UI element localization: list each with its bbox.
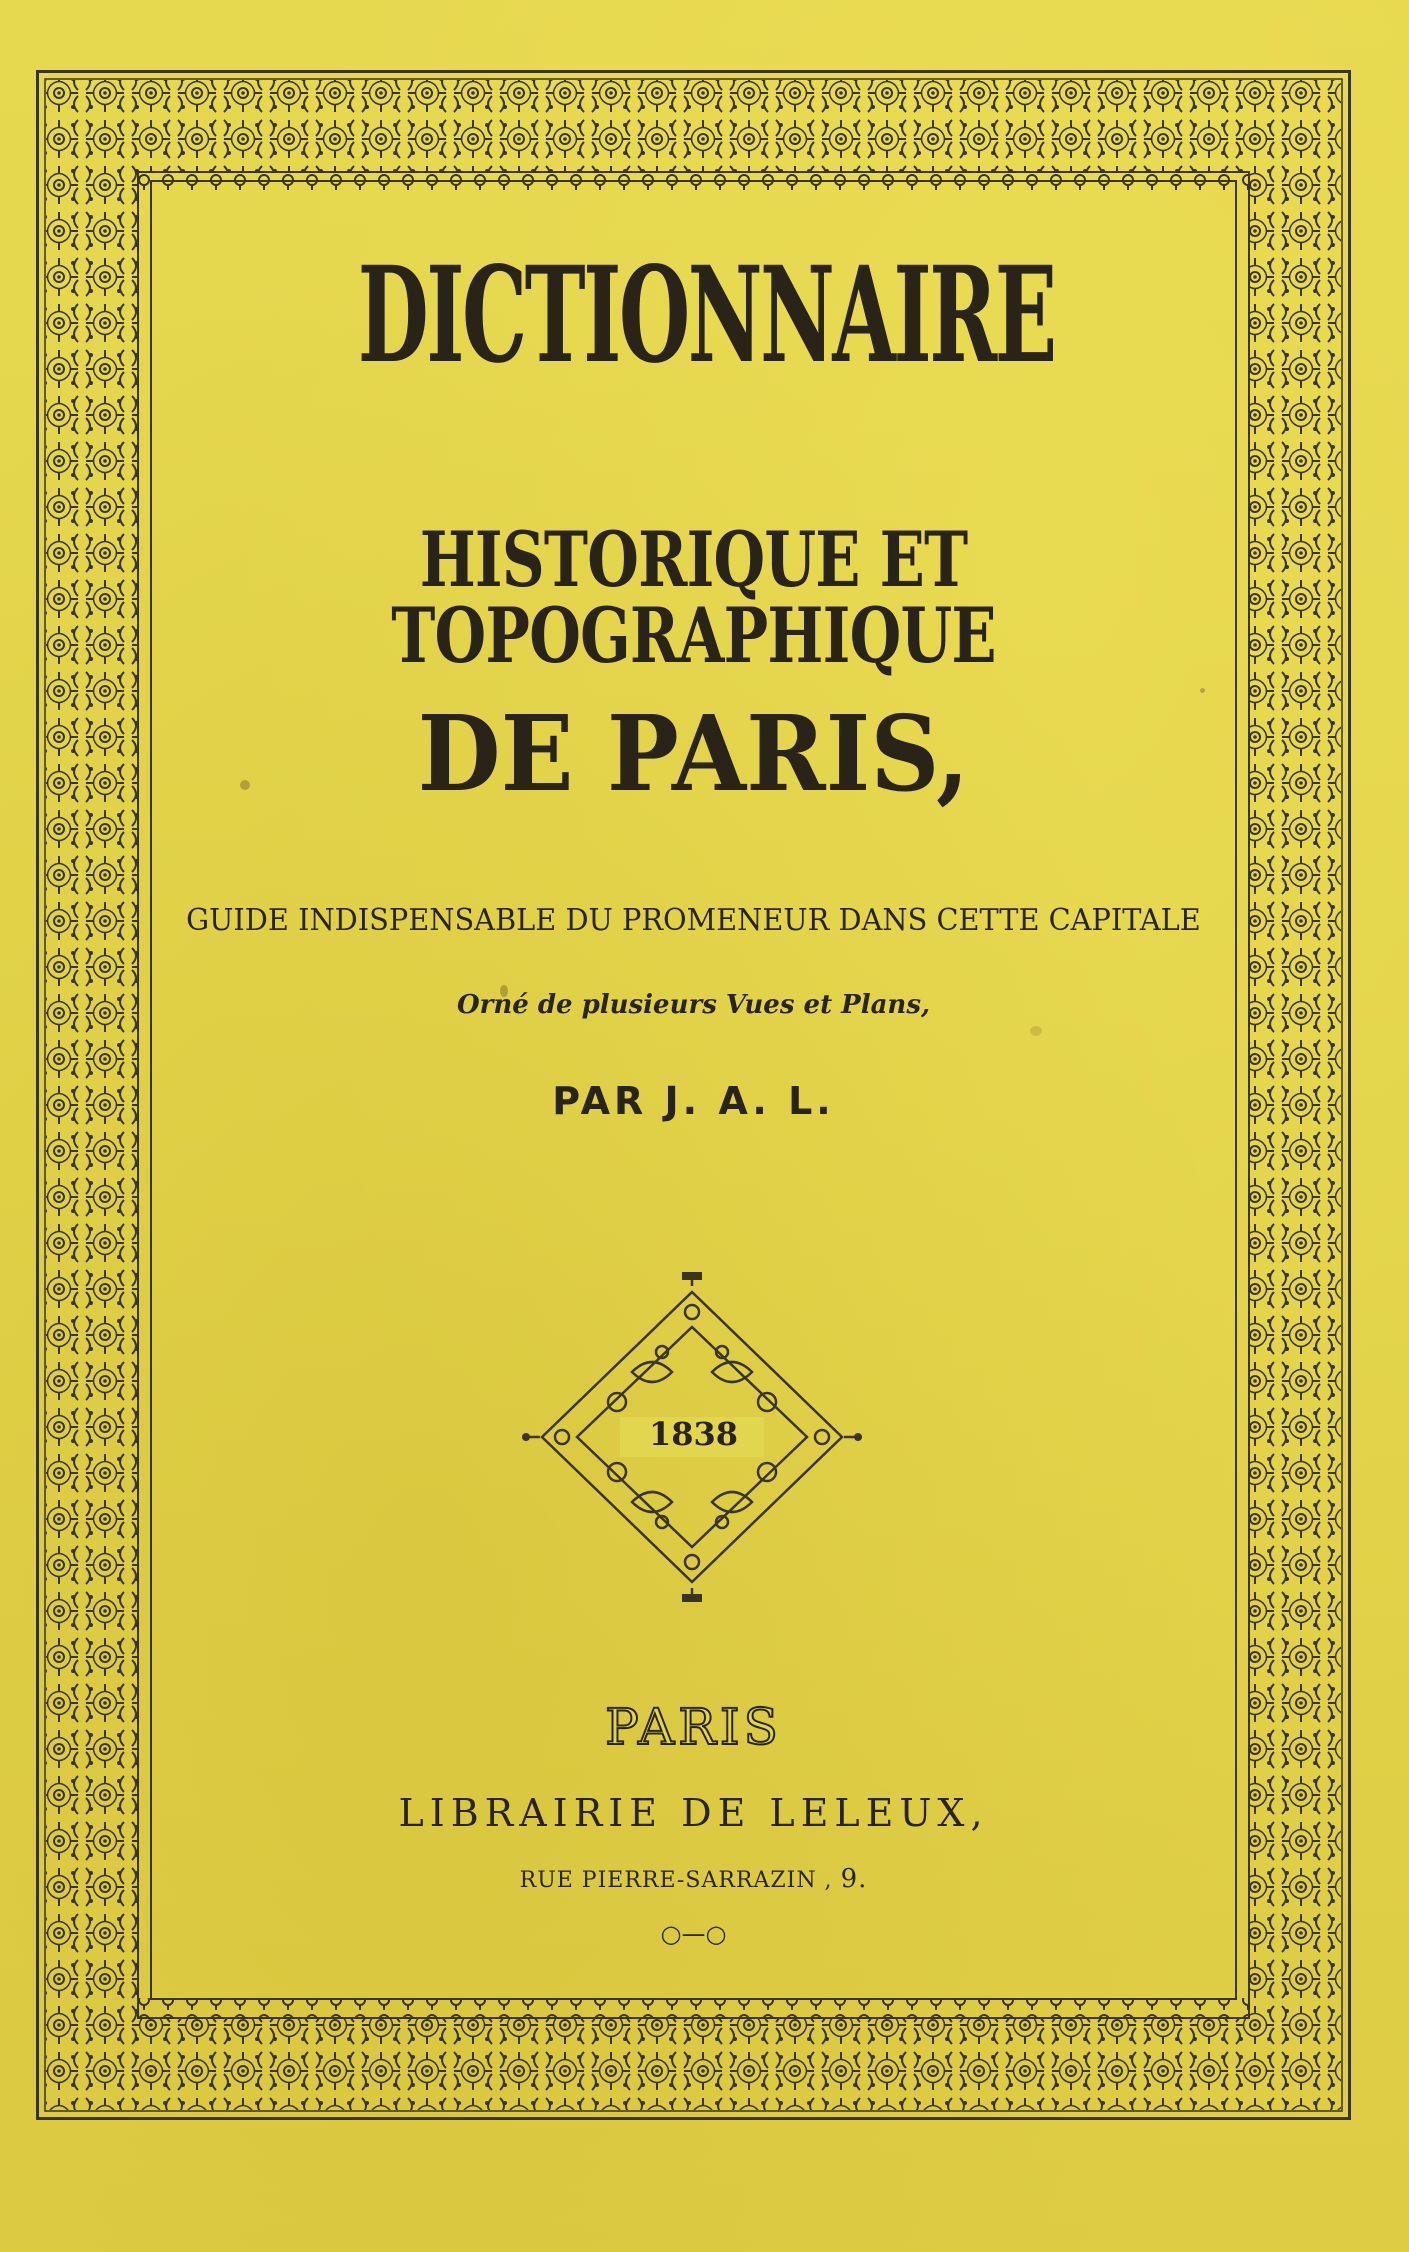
address-street: RUE PIERRE-SARRAZIN , [519,1868,833,1893]
guide-line: GUIDE INDISPENSABLE DU PROMENEUR DANS CETTE CAPITALE [186,903,1201,938]
ornate-line: Orné de plusieurs Vues et Plans, [456,990,931,1020]
author-line: PAR J. A. L. [552,1079,835,1123]
imprint-city: PARIS [605,1698,782,1756]
title-page-content [152,182,1235,1998]
title-main: DICTIONNAIRE [357,238,1055,393]
tail-ornament: ○—○ [660,1920,727,1948]
title-subtitle: HISTORIQUE ET TOPOGRAPHIQUE [391,515,996,680]
title-place: DE PARIS, [417,692,970,815]
address-number: 9. [840,1864,868,1894]
publisher-address [152,1866,1235,1892]
publication-year: 1838 [648,1415,739,1453]
publisher-name: LIBRAIRIE DE LELEUX, [398,1791,989,1835]
